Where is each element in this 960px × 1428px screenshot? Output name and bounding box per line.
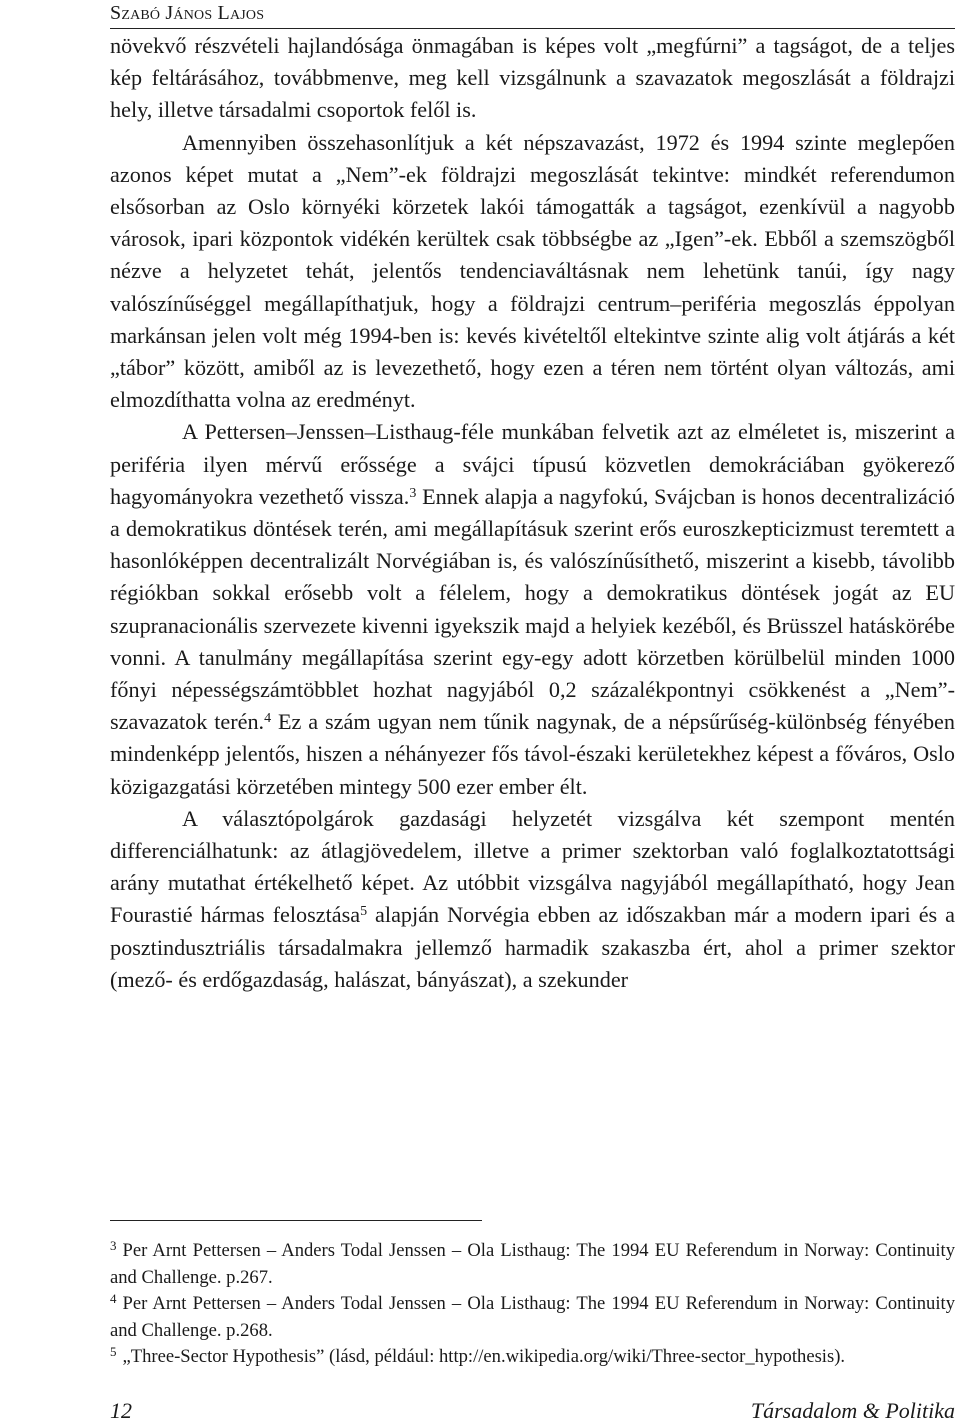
page-footer [110, 1398, 955, 1428]
footnote-ref-3[interactable]: 3 [409, 485, 417, 501]
running-head: Szabó János Lajos [110, 2, 955, 29]
footnote-ref-4[interactable]: 4 [264, 711, 272, 727]
footnote-separator [110, 1220, 482, 1221]
paragraph-3 [110, 416, 955, 802]
paragraph-3-part-a: A Pettersen–Jenssen–Listhaug-féle munkában felvetik azt az elméletet is, miszerint a periféria ilyen mérvű erőssége a svájci típusú közvetlen demokráciában gyökerező hagyományokra vezethető vissza. [110, 419, 955, 509]
footnote-5 [110, 1344, 955, 1371]
page-number: 12 [110, 1398, 132, 1423]
footnote-text: Per Arnt Pettersen – Anders Todal Jenssen – Ola Listhaug: The 1994 EU Referendum in Norway: Continuity and Challenge. p.267. [110, 1240, 955, 1288]
footnote-number: 3 [110, 1238, 117, 1253]
main-text [110, 30, 955, 996]
footnote-text: Per Arnt Pettersen – Anders Todal Jenssen – Ola Listhaug: The 1994 EU Referendum in Norway: Continuity and Challenge. p.268. [110, 1293, 955, 1341]
footnotes [110, 1238, 955, 1371]
paragraph-4-part-b: alapján Norvégia ebben az időszakban már a modern ipari és a posztindusztriális társadalmakra jellemző harmadik szakaszba ért, ahol a primer szektor (mező- és erdőgazdaság, halászat, bányászat), a szekunder [110, 902, 955, 992]
footnote-text: „Three-Sector Hypothesis” (lásd, például: http://en.wikipedia.org/wiki/Three-sector_hypothesis). [122, 1346, 846, 1367]
footnote-number: 5 [110, 1344, 117, 1359]
footnote-ref-5[interactable]: 5 [360, 904, 368, 920]
footnote-number: 4 [110, 1291, 117, 1306]
paragraph-2: Amennyiben összehasonlítjuk a két népszavazást, 1972 és 1994 szinte meglepően azonos képet mutat a „Nem”-ek földrajzi megoszlását tekintve: mindkét referendumon elsősorban az Oslo környéki körzetek lakói támogatták a tagságot, ezenkívül a nagyobb városok, ipari központok vidékén kerültek csak többségbe az „Igen”-ek. Ebből a szemszögből nézve a helyzetet tehát, jelentős tendenciaváltásnak nem lehetünk tanúi, így nagy valószínűséggel megállapíthatjuk, hogy a földrajzi centrum–periféria megoszlás éppolyan markánsan jelen volt még 1994-ben is: kevés kivételtől eltekintve szinte alig volt átjárás a két „tábor” között, amiből az is levezethető, hogy ezen a téren nem történt olyan változás, ami elmozdíthatta volna az eredményt. [110, 129, 955, 413]
footnote-4 [110, 1291, 955, 1344]
footnote-3 [110, 1238, 955, 1291]
paragraph-1: növekvő részvételi hajlandósága önmagában is képes volt „megfúrni” a tagságot, de a teljes kép feltárásához, továbbmenve, meg kell vizsgálnunk a szavazatok megoszlását a földrajzi hely, illetve társadalmi csoportok felől is. [110, 33, 955, 123]
paragraph-4 [110, 803, 955, 996]
paragraph-3-part-b: Ennek alapja a nagyfokú, Svájcban is honos decentralizáció a demokratikus döntések terén, ami megállapításuk szerint erős euroszkepticizmust teremtett a hasonlóképpen decentralizált Norvégiában is, és valószínűsíthető, miszerint a kisebb, távolibb régiókban sokkal erősebb volt a félelem, hogy a demokratikus döntések jogát az EU szupranacionális szervezete kivenni igyekszik majd a helyiek kezéből, és Brüsszel hatáskörébe vonni. A tanulmány megállapítása szerint egy-egy adott körzetben körülbelül minden 1000 főnyi népességszámtöbblet hozhat nagyjából 0,2 százalékpontnyi csökkenést a „Nem”-szavazatok terén. [110, 483, 955, 735]
paragraph-3-part-c: Ez a szám ugyan nem tűnik nagynak, de a népsűrűség-különbség fényében mindenképp jelentős, hiszen a néhányezer fős távol-északi kerületekhez képest a főváros, Oslo közigazgatási körzetében mintegy 500 ezer ember élt. [110, 709, 955, 799]
journal-name: Társadalom & Politika [750, 1398, 955, 1423]
paragraph-4-part-a: A választópolgárok gazdasági helyzetét vizsgálva két szempont mentén differenciálhatunk: az átlagjövedelem, illetve a primer szektorban való foglalkoztatottsági arány mutathat értékelhető képet. Az utóbbit vizsgálva nagyjából megállapítható, hogy Jean Fourastié hármas felosztása [110, 805, 955, 928]
